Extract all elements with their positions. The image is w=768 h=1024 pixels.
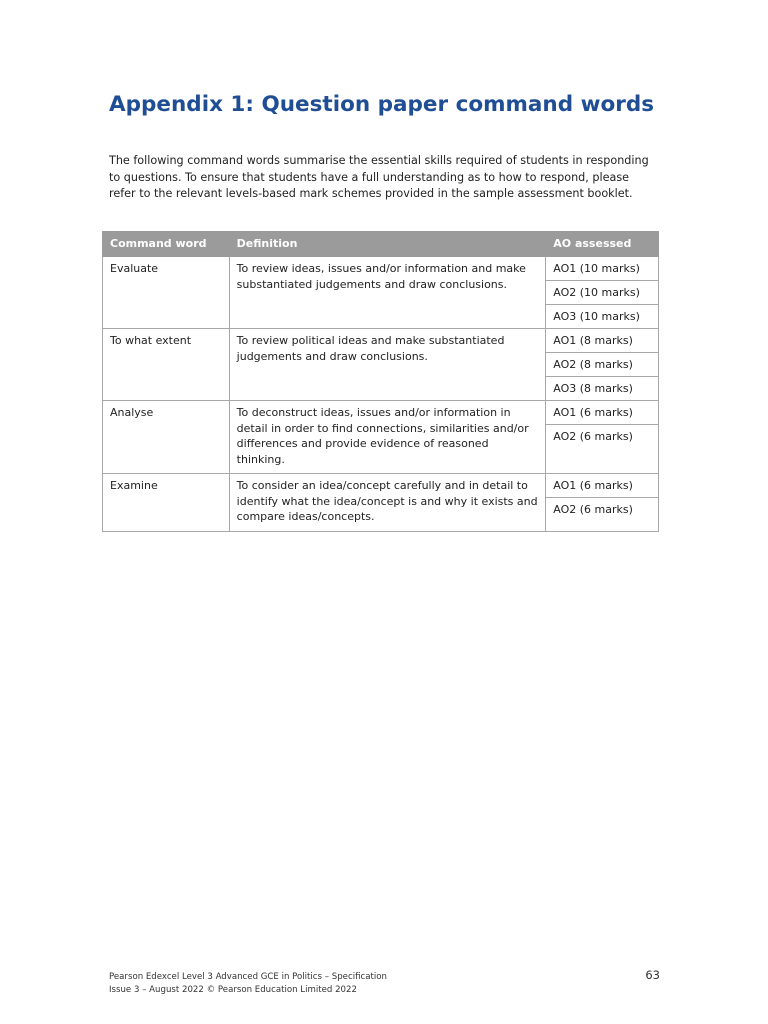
ao-item: AO2 (10 marks) (546, 281, 658, 305)
table-row (103, 329, 659, 401)
ao-item: AO1 (8 marks) (546, 329, 658, 353)
ao-cell (546, 329, 659, 401)
footer-line-1: Pearson Edexcel Level 3 Advanced GCE in Politics – Specification (109, 972, 387, 982)
header-command-word: Command word (103, 232, 230, 257)
footer-line-2: Issue 3 – August 2022 © Pearson Education Limited 2022 (109, 985, 357, 995)
header-ao-assessed: AO assessed (546, 232, 659, 257)
ao-item: AO1 (10 marks) (546, 257, 658, 281)
ao-item: AO2 (6 marks) (553, 430, 633, 443)
command-words-table (102, 231, 659, 532)
table-row (103, 474, 659, 532)
definition-cell: To review political ideas and make substantiated judgements and draw conclusions. (229, 329, 546, 401)
ao-item: AO2 (6 marks) (553, 503, 633, 516)
page-number: 63 (645, 968, 660, 982)
definition-cell: To consider an idea/concept carefully and in detail to identify what the idea/concept is and why it exists and compare ideas/concepts. (229, 474, 546, 532)
ao-item: AO3 (8 marks) (553, 382, 633, 395)
header-definition: Definition (229, 232, 546, 257)
command-cell: Examine (103, 474, 230, 532)
ao-cell (546, 257, 659, 329)
definition-cell: To review ideas, issues and/or information and make substantiated judgements and draw conclusions. (229, 257, 546, 329)
table-row (103, 257, 659, 329)
table-row (103, 401, 659, 474)
command-cell: Evaluate (103, 257, 230, 329)
ao-cell (546, 401, 659, 474)
intro-paragraph: The following command words summarise the essential skills required of students in responding to questions. To ensure that students have a full understanding as to how to respond, please refer to the relevant levels-based mark schemes provided in the sample assessment booklet. (109, 154, 649, 201)
page-footer (109, 971, 569, 997)
ao-item: AO3 (10 marks) (553, 310, 640, 323)
table-body (103, 257, 659, 532)
ao-cell (546, 474, 659, 532)
ao-item: AO1 (6 marks) (546, 474, 658, 498)
ao-item: AO1 (6 marks) (546, 401, 658, 425)
header-row (103, 232, 659, 257)
command-cell: Analyse (103, 401, 230, 474)
definition-cell: To deconstruct ideas, issues and/or information in detail in order to find connections, similarities and/or differences and provide evidence of reasoned thinking. (229, 401, 546, 474)
ao-item: AO2 (8 marks) (546, 353, 658, 377)
command-cell: To what extent (103, 329, 230, 401)
page-title: Appendix 1: Question paper command words (109, 92, 655, 118)
table-header (103, 232, 659, 257)
